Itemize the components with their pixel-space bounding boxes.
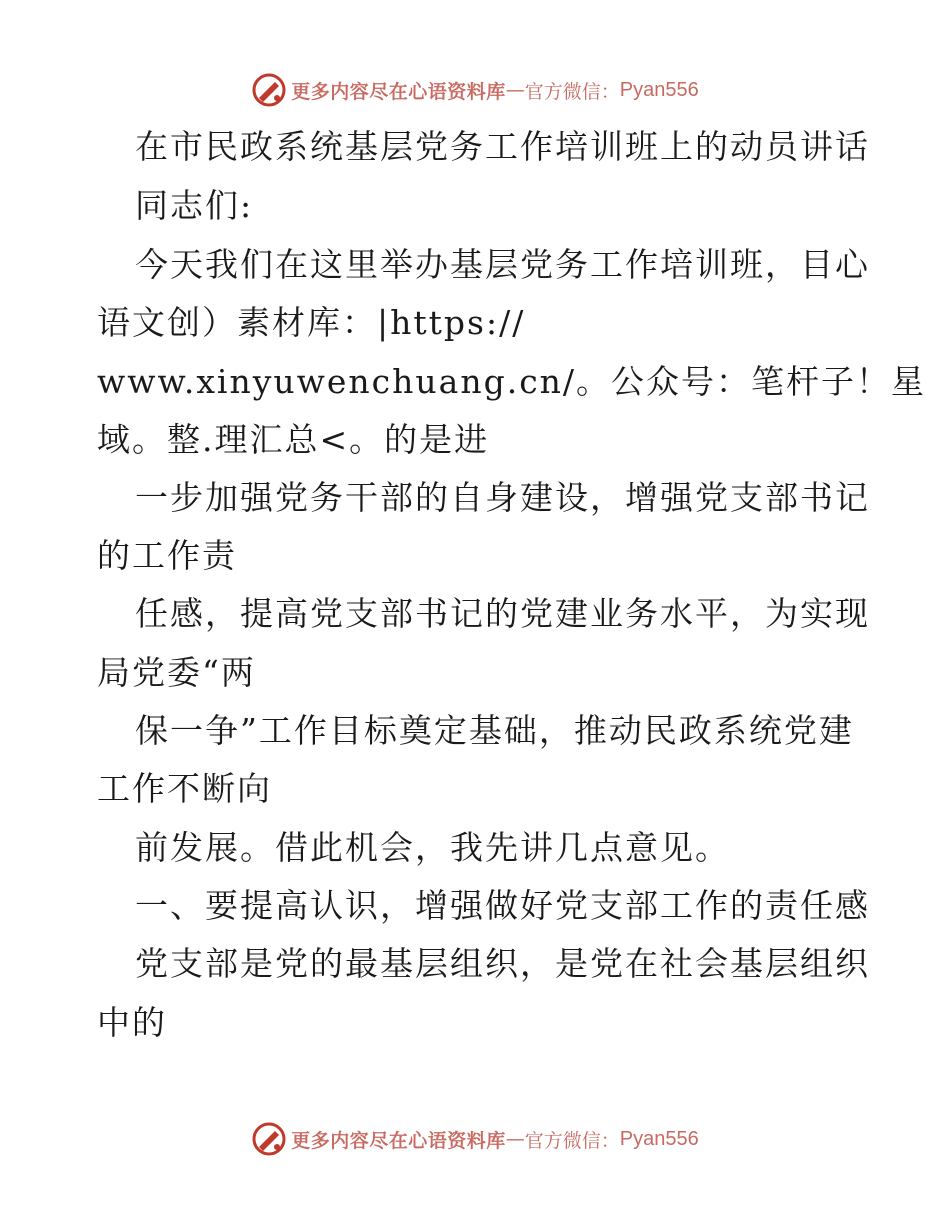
text-line: 一、要提高认识，增强做好党支部工作的责任感	[135, 886, 870, 925]
document-title: 在市民政系统基层党务工作培训班上的动员讲话	[135, 127, 870, 166]
header-banner	[0, 70, 950, 110]
text-line: 语文创）素材库：|https://	[97, 303, 526, 342]
text-line: 一步加强党务干部的自身建设，增强党支部书记	[135, 478, 870, 517]
banner-wechat-label: 官方微信：	[524, 80, 620, 103]
banner-main-text: 更多内容尽在心语资料库	[291, 1129, 506, 1152]
text-line: 党支部是党的最基层组织，是党在社会基层组织	[135, 944, 870, 983]
text-line: 的工作责	[97, 536, 237, 575]
banner-main-text: 更多内容尽在心语资料库	[291, 80, 506, 103]
footer-banner	[0, 1119, 950, 1159]
text-line: 任感，提高党支部书记的党建业务水平，为实现	[135, 594, 870, 633]
text-line: www.xinyuwenchuang.cn/。公众号：笔杆子！星	[97, 362, 927, 401]
banner-wechat-id: Pyan556	[619, 1127, 699, 1150]
text-line: 今天我们在这里举办基层党务工作培训班，目心	[135, 245, 870, 284]
text-line: 同志们:	[135, 186, 254, 225]
banner-separator: —	[505, 1128, 525, 1150]
text-line: 域。整.理汇总<。的是进	[97, 420, 490, 459]
banner-wechat-label: 官方微信：	[524, 1129, 620, 1152]
text-line: 中的	[97, 1003, 167, 1042]
banner-separator: —	[505, 79, 525, 101]
text-line: 局党委“两	[97, 653, 256, 692]
text-line: 工作不断向	[97, 769, 272, 808]
text-line: 保一争”工作目标奠定基础，推动民政系统党建	[135, 711, 854, 750]
banner-wechat-id: Pyan556	[619, 78, 699, 101]
pen-logo-icon	[251, 1121, 287, 1157]
pen-logo-icon	[251, 72, 287, 108]
text-line: 前发展。借此机会，我先讲几点意见。	[135, 828, 730, 867]
